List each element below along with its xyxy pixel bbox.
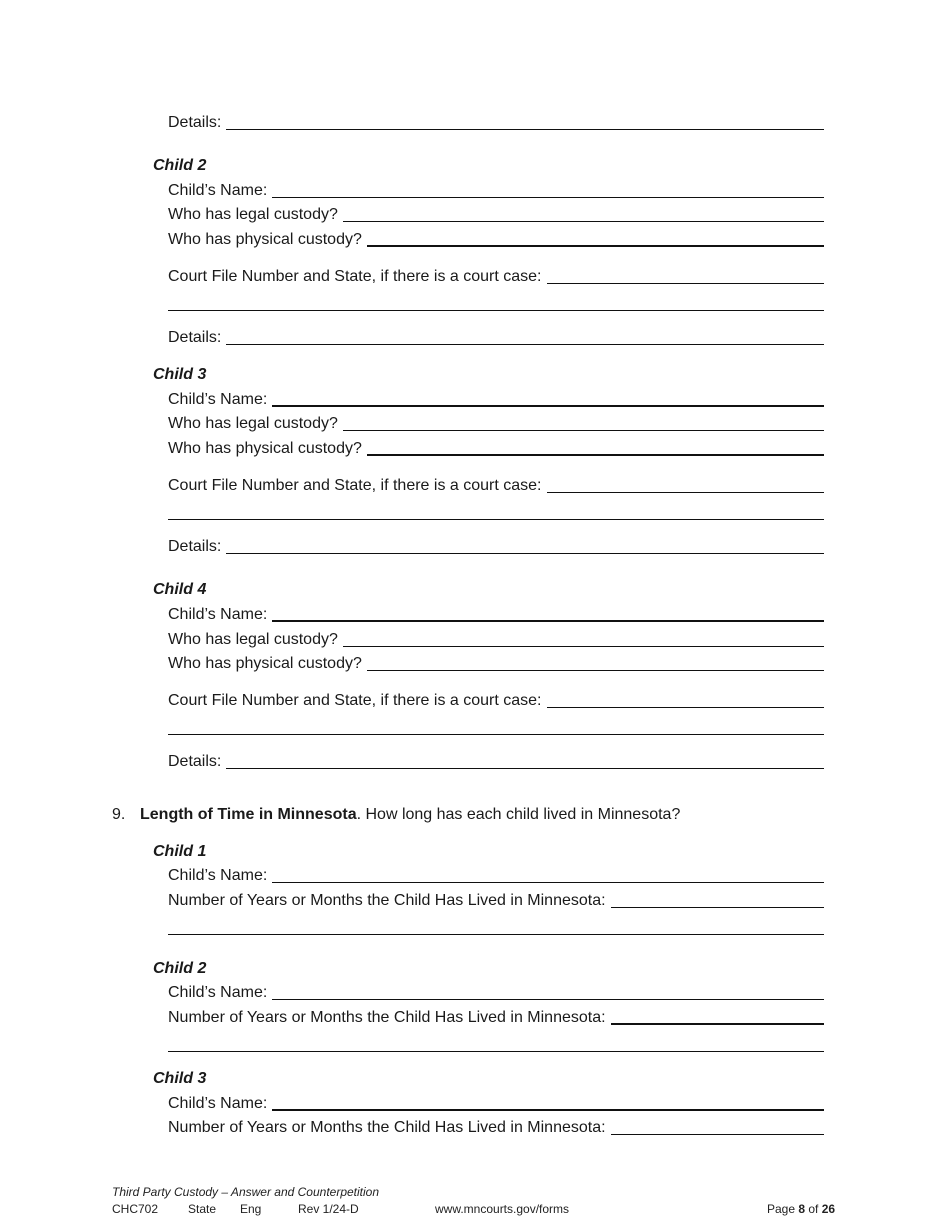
years-months-line[interactable] <box>611 1120 824 1135</box>
child-name-line[interactable] <box>272 183 824 198</box>
child-name-line[interactable] <box>272 868 824 883</box>
child-heading: Child 3 <box>153 1070 207 1087</box>
details-field[interactable] <box>168 329 824 347</box>
years-months-label: Number of Years or Months the Child Has Lived in Minnesota: <box>168 1119 606 1136</box>
court-file-field[interactable] <box>168 477 824 495</box>
court-file-line[interactable] <box>547 269 825 284</box>
details-field-child1[interactable] <box>168 114 824 132</box>
court-file-continuation-line[interactable] <box>168 734 824 735</box>
physical-custody-line[interactable] <box>367 440 824 456</box>
section-heading-text <box>140 806 680 824</box>
court-file-label: Court File Number and State, if there is a court case: <box>168 268 542 285</box>
legal-custody-label: Who has legal custody? <box>168 415 338 432</box>
court-file-continuation-line[interactable] <box>168 310 824 311</box>
years-months-line[interactable] <box>611 893 824 908</box>
details-field[interactable] <box>168 538 824 556</box>
court-file-label: Court File Number and State, if there is a court case: <box>168 477 542 494</box>
footer-page-number <box>767 1202 835 1216</box>
details-line[interactable] <box>226 115 824 130</box>
footer-jurisdiction: State <box>188 1202 217 1216</box>
child-name-field[interactable] <box>168 391 824 409</box>
court-file-field[interactable] <box>168 692 824 710</box>
child-name-field[interactable] <box>168 182 824 200</box>
page-prefix: Page <box>767 1202 799 1216</box>
court-file-continuation-line[interactable] <box>168 519 824 520</box>
details-line[interactable] <box>226 330 824 345</box>
page-of: of <box>805 1202 822 1216</box>
legal-custody-field[interactable] <box>168 415 824 433</box>
child-name-field[interactable] <box>168 606 824 624</box>
footer-form-code: CHC702 <box>112 1202 159 1216</box>
child-heading: Child 1 <box>153 843 207 860</box>
child-name-label: Child’s Name: <box>168 984 268 1001</box>
child-name-label: Child’s Name: <box>168 182 268 199</box>
section-9-heading <box>112 806 824 826</box>
legal-custody-label: Who has legal custody? <box>168 631 338 648</box>
child-heading: Child 2 <box>153 157 207 174</box>
section-question: . How long has each child lived in Minnesota? <box>356 806 681 823</box>
court-file-line[interactable] <box>547 693 825 708</box>
footer-revision: Rev 1/24-D <box>298 1202 359 1216</box>
legal-custody-field[interactable] <box>168 631 824 649</box>
footer-url[interactable]: www.mncourts.gov/forms <box>435 1202 570 1216</box>
footer-form-title: Third Party Custody – Answer and Counterpetition <box>112 1185 380 1199</box>
court-file-line[interactable] <box>547 478 825 493</box>
years-months-field[interactable] <box>168 1119 824 1137</box>
physical-custody-field[interactable] <box>168 440 824 458</box>
child-name-label: Child’s Name: <box>168 391 268 408</box>
physical-custody-line[interactable] <box>367 231 824 247</box>
physical-custody-line[interactable] <box>367 656 824 671</box>
child-name-field[interactable] <box>168 1095 824 1113</box>
details-label: Details: <box>168 753 222 770</box>
physical-custody-field[interactable] <box>168 655 824 673</box>
details-line[interactable] <box>226 754 824 769</box>
footer-language: Eng <box>240 1202 262 1216</box>
child-name-line[interactable] <box>272 1095 824 1111</box>
years-months-label: Number of Years or Months the Child Has Lived in Minnesota: <box>168 1009 606 1026</box>
court-file-field[interactable] <box>168 268 824 286</box>
child-heading: Child 3 <box>153 366 207 383</box>
page-current: 8 <box>798 1202 806 1216</box>
legal-custody-line[interactable] <box>343 632 824 647</box>
years-months-continuation-line[interactable] <box>168 934 824 935</box>
legal-custody-line[interactable] <box>343 416 824 431</box>
details-label: Details: <box>168 538 222 555</box>
details-label: Details: <box>168 114 222 131</box>
legal-custody-label: Who has legal custody? <box>168 206 338 223</box>
legal-custody-field[interactable] <box>168 206 824 224</box>
details-field[interactable] <box>168 753 824 771</box>
child-name-line[interactable] <box>272 606 824 622</box>
child-name-field[interactable] <box>168 867 824 885</box>
details-label: Details: <box>168 329 222 346</box>
child-name-label: Child’s Name: <box>168 1095 268 1112</box>
child-name-line[interactable] <box>272 985 824 1000</box>
legal-custody-line[interactable] <box>343 207 824 222</box>
child-heading: Child 2 <box>153 960 207 977</box>
child-name-label: Child’s Name: <box>168 867 268 884</box>
physical-custody-label: Who has physical custody? <box>168 440 362 457</box>
physical-custody-label: Who has physical custody? <box>168 231 362 248</box>
court-file-label: Court File Number and State, if there is a court case: <box>168 692 542 709</box>
details-line[interactable] <box>226 539 824 554</box>
years-months-line[interactable] <box>611 1009 824 1025</box>
years-months-label: Number of Years or Months the Child Has Lived in Minnesota: <box>168 892 606 909</box>
page-total: 26 <box>821 1202 836 1216</box>
section-title: Length of Time in Minnesota <box>140 806 357 823</box>
child-heading: Child 4 <box>153 581 207 598</box>
years-months-continuation-line[interactable] <box>168 1051 824 1052</box>
years-months-field[interactable] <box>168 892 824 910</box>
years-months-field[interactable] <box>168 1009 824 1027</box>
child-name-line[interactable] <box>272 391 824 407</box>
physical-custody-label: Who has physical custody? <box>168 655 362 672</box>
physical-custody-field[interactable] <box>168 231 824 249</box>
child-name-field[interactable] <box>168 984 824 1002</box>
section-number: 9. <box>112 806 126 823</box>
child-name-label: Child’s Name: <box>168 606 268 623</box>
